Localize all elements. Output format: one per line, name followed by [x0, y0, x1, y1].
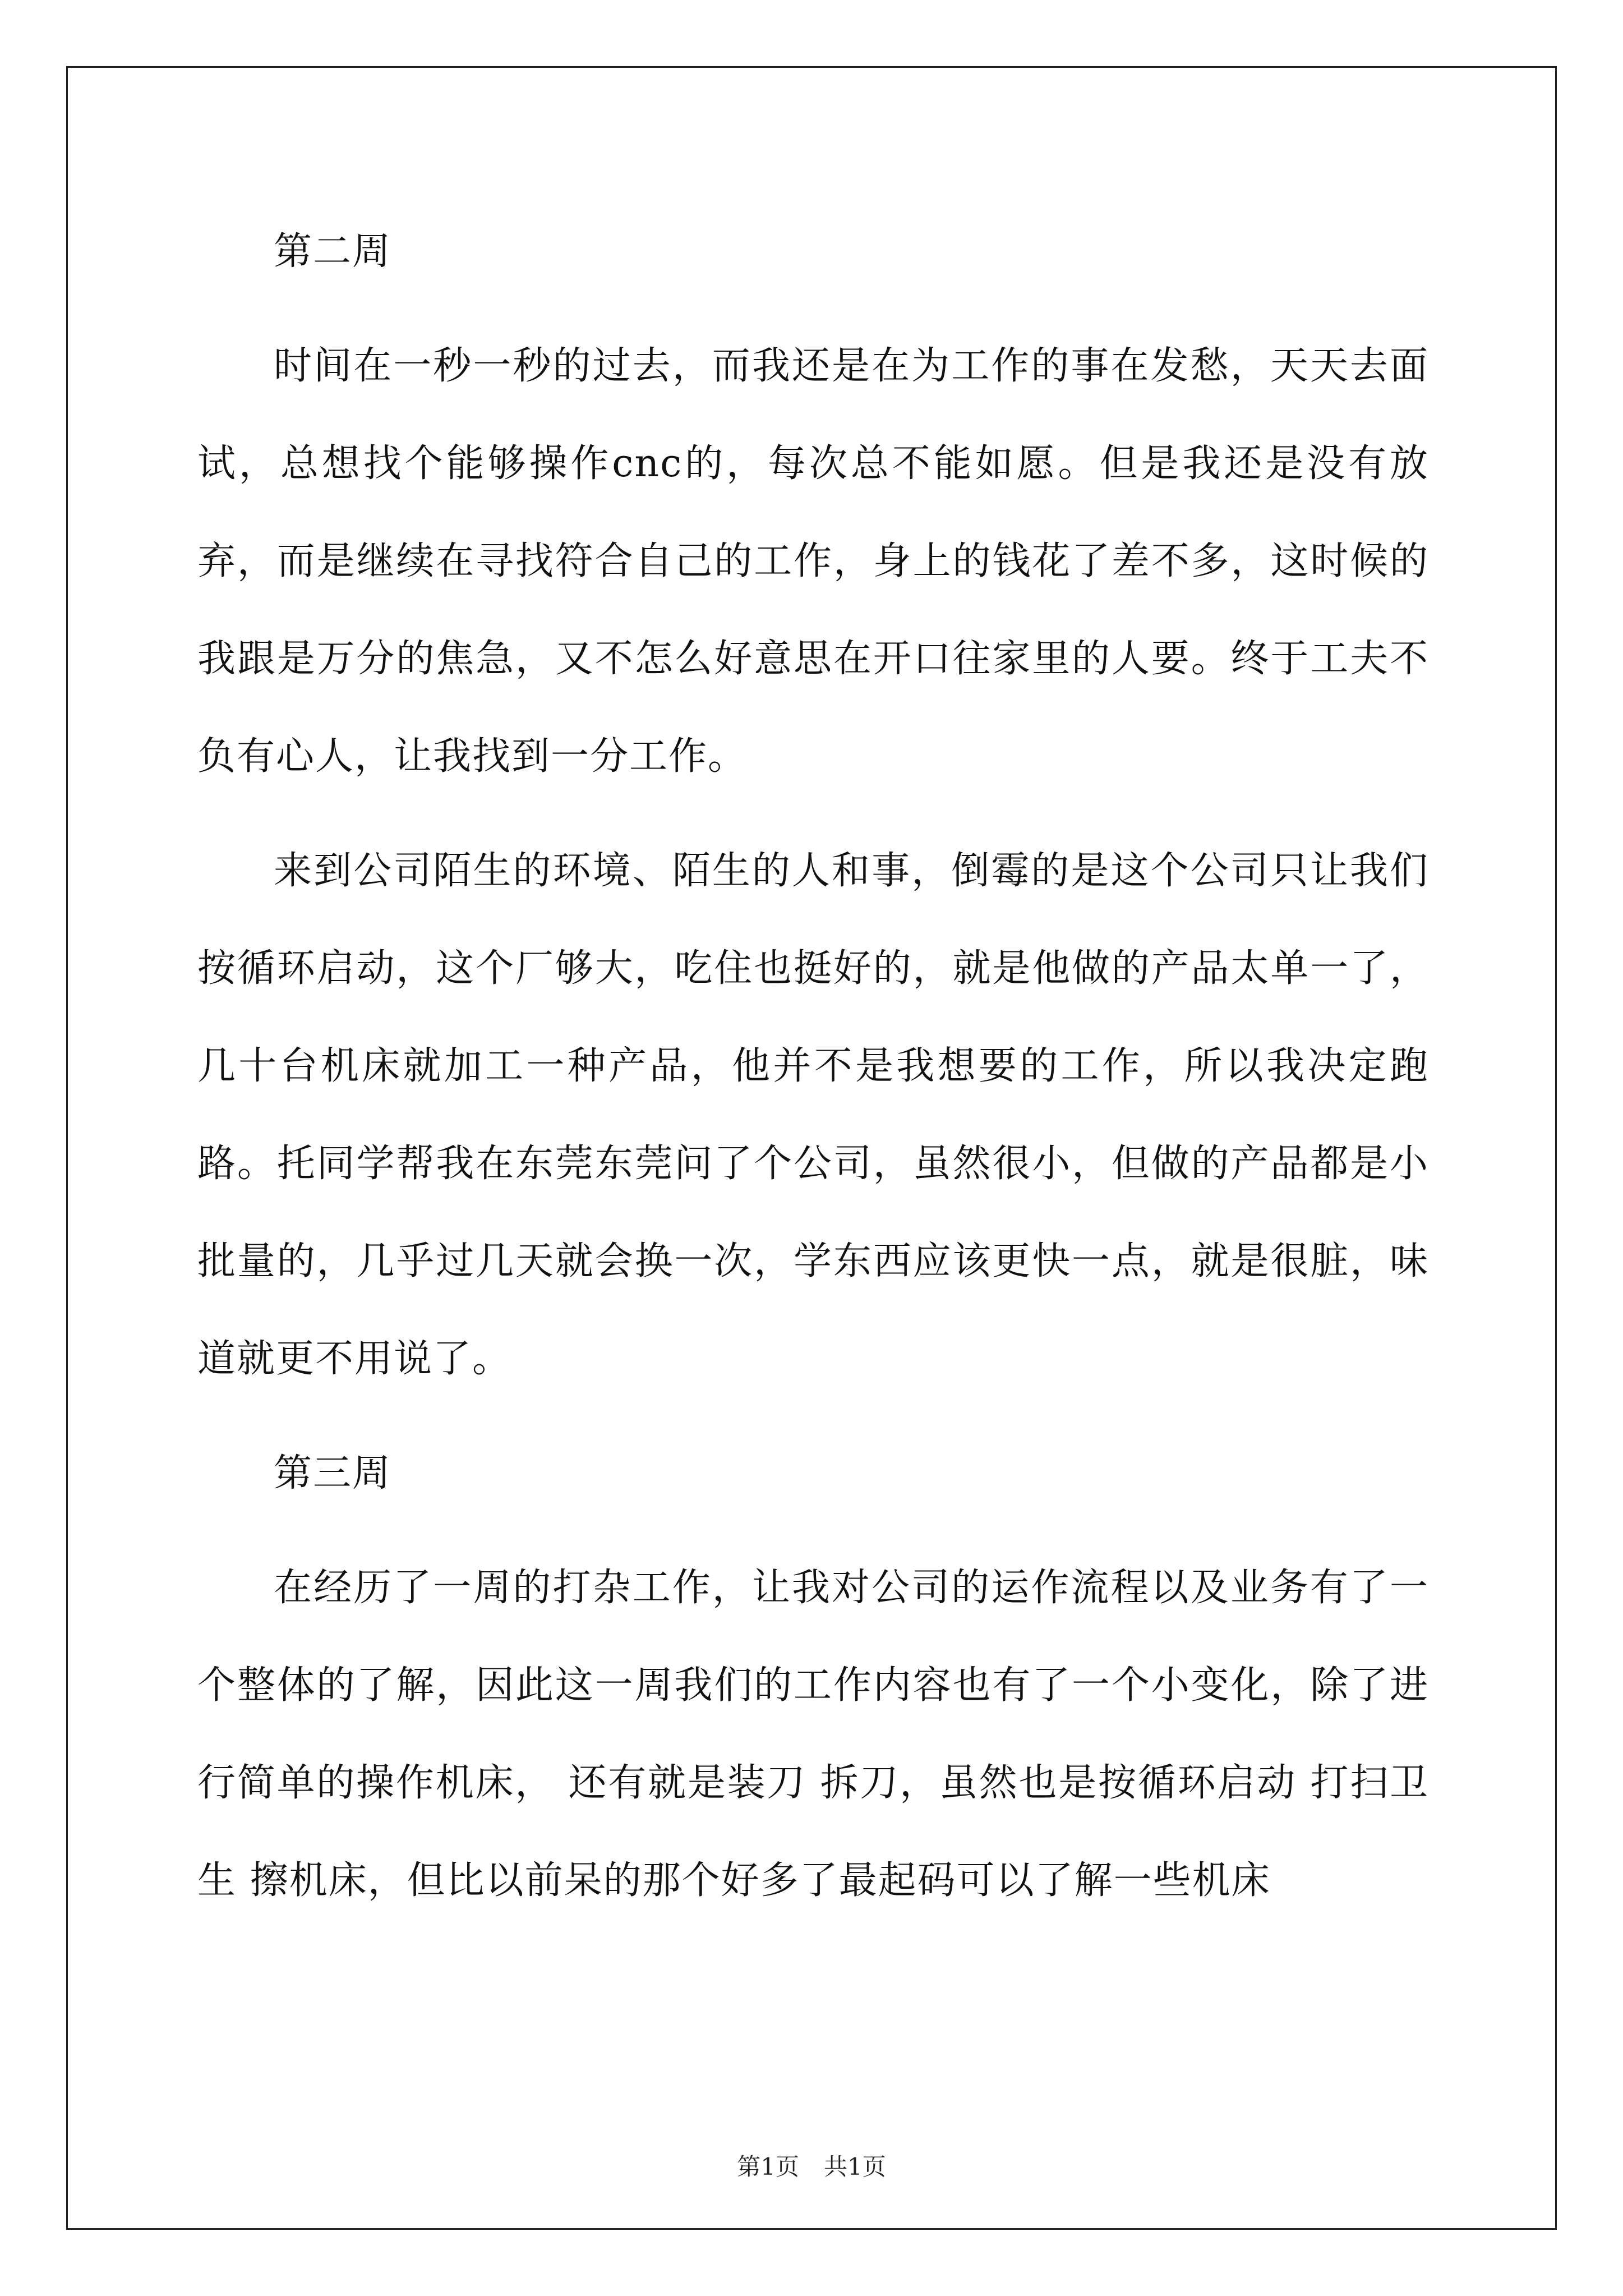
paragraph-week-2-job-search: 时间在一秒一秒的过去，而我还是在为工作的事在发愁，天天去面试，总想找个能够操作cnc的，每次总不能如愿。但是我还是没有放弃，而是继续在寻找符合自己的工作，身上的钱花了差不多，这时候的我跟是万分的焦急，又不怎么好意思在开口往家里的人要。终于工夫不负有心人，让我找到一分工作。	[197, 344, 1429, 779]
section-heading-week-3: 第三周	[274, 1451, 392, 1496]
page-number: 第1页	[737, 2153, 799, 2180]
document-body	[197, 203, 1429, 1930]
page-total: 共1页	[824, 2153, 886, 2180]
paragraph-week-3-work: 在经历了一周的打杂工作，让我对公司的运作流程以及业务有了一个整体的了解，因此这一周我们的工作内容也有了一个小变化，除了进行简单的操作机床， 还有就是装刀 拆刀，虽然也是按循环启动 打扫卫生 擦机床，但比以前呆的那个好多了最起码可以了解一些机床	[197, 1566, 1429, 1903]
paragraph-week-2-company: 来到公司陌生的环境、陌生的人和事，倒霉的是这个公司只让我们按循环启动，这个厂够大，吃住也挺好的，就是他做的产品太单一了，几十台机床就加工一种产品，他并不是我想要的工作，所以我决定跑路。托同学帮我在东莞东莞问了个公司，虽然很小，但做的产品都是小批量的，几乎过几天就会换一次，学东西应该更快一点，就是很脏，味道就更不用说了。	[197, 849, 1429, 1381]
page-footer	[0, 2148, 1623, 2182]
section-heading-week-2: 第二周	[274, 229, 392, 274]
